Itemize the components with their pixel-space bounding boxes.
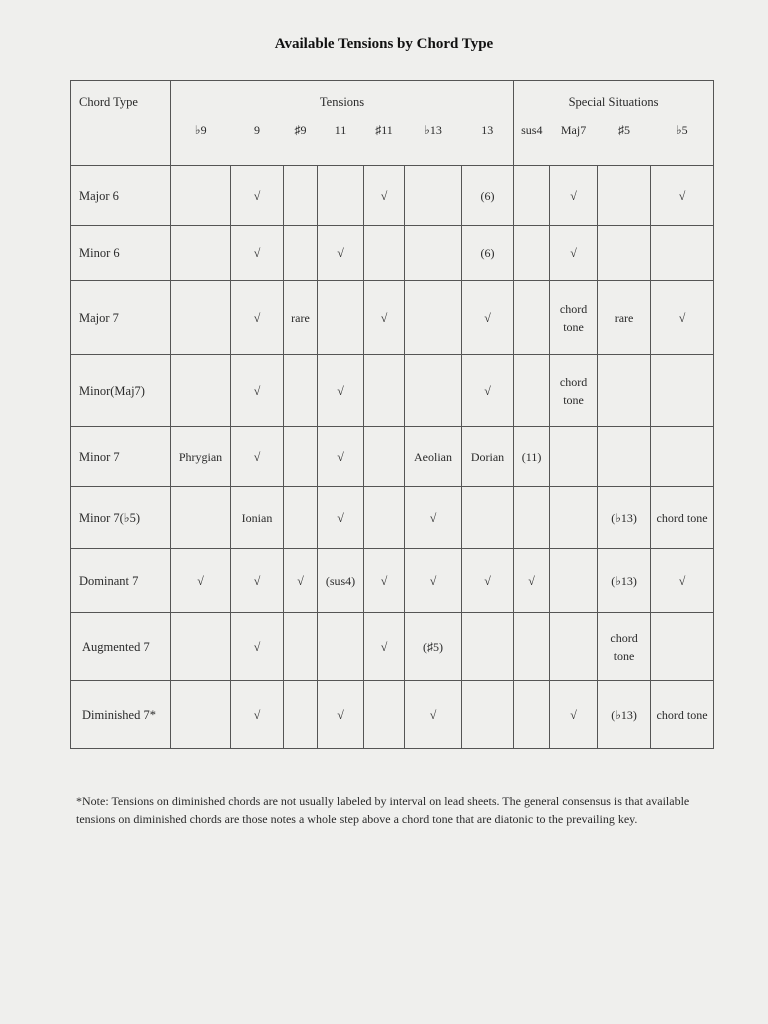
table-cell: (♭13) bbox=[598, 549, 651, 613]
row-label: Minor 7(♭5) bbox=[71, 487, 171, 549]
table-cell: √ bbox=[651, 281, 714, 355]
table-cell: Dorian bbox=[462, 427, 514, 487]
table-cell bbox=[550, 487, 598, 549]
table-cell: chord tone bbox=[598, 613, 651, 681]
column-header: sus4 bbox=[514, 115, 550, 166]
table-cell: √ bbox=[284, 549, 318, 613]
table-cell: (11) bbox=[514, 427, 550, 487]
table-cell: √ bbox=[364, 166, 405, 226]
column-header: 9 bbox=[231, 115, 284, 166]
table-row bbox=[71, 355, 714, 427]
table-cell bbox=[514, 487, 550, 549]
table-cell: Phrygian bbox=[171, 427, 231, 487]
table-cell: √ bbox=[550, 226, 598, 281]
table-cell: √ bbox=[405, 487, 462, 549]
table-cell: √ bbox=[462, 355, 514, 427]
table-cell bbox=[514, 226, 550, 281]
table-cell bbox=[462, 613, 514, 681]
table-cell: (♯5) bbox=[405, 613, 462, 681]
tensions-table bbox=[70, 80, 714, 749]
table-cell: √ bbox=[231, 281, 284, 355]
table-cell bbox=[462, 487, 514, 549]
table-cell bbox=[651, 226, 714, 281]
table-cell bbox=[284, 226, 318, 281]
table-cell bbox=[318, 613, 364, 681]
chord-type-header: Chord Type bbox=[71, 81, 171, 166]
table-cell: Aeolian bbox=[405, 427, 462, 487]
table-cell bbox=[318, 281, 364, 355]
table-cell bbox=[284, 427, 318, 487]
table-cell: √ bbox=[405, 681, 462, 749]
table-cell bbox=[171, 281, 231, 355]
table-cell bbox=[514, 681, 550, 749]
table-cell bbox=[514, 281, 550, 355]
table-cell bbox=[550, 427, 598, 487]
table-cell: √ bbox=[651, 549, 714, 613]
column-header: ♭13 bbox=[405, 115, 462, 166]
table-cell: (♭13) bbox=[598, 487, 651, 549]
table-cell bbox=[514, 613, 550, 681]
table-cell bbox=[651, 355, 714, 427]
header-group-row bbox=[71, 81, 714, 115]
table-cell: √ bbox=[231, 427, 284, 487]
table-cell bbox=[171, 166, 231, 226]
table-cell: √ bbox=[318, 355, 364, 427]
table-cell bbox=[284, 355, 318, 427]
table-row bbox=[71, 166, 714, 226]
table-cell bbox=[651, 427, 714, 487]
row-label: Minor 7 bbox=[71, 427, 171, 487]
table-cell: (6) bbox=[462, 226, 514, 281]
table-cell: √ bbox=[318, 226, 364, 281]
row-label: Minor 6 bbox=[71, 226, 171, 281]
table-cell bbox=[284, 166, 318, 226]
row-label: Major 6 bbox=[71, 166, 171, 226]
table-cell: √ bbox=[231, 681, 284, 749]
table-cell: chord tone bbox=[550, 281, 598, 355]
table-cell: Ionian bbox=[231, 487, 284, 549]
table-cell bbox=[171, 487, 231, 549]
table-cell bbox=[405, 355, 462, 427]
table-cell: rare bbox=[598, 281, 651, 355]
table-cell: √ bbox=[405, 549, 462, 613]
table-cell: √ bbox=[231, 613, 284, 681]
table-cell bbox=[514, 166, 550, 226]
column-header: 13 bbox=[462, 115, 514, 166]
tensions-header: Tensions bbox=[171, 81, 514, 115]
table-row bbox=[71, 613, 714, 681]
table-cell bbox=[598, 355, 651, 427]
table-cell: √ bbox=[462, 549, 514, 613]
row-label: Minor(Maj7) bbox=[71, 355, 171, 427]
table-cell: √ bbox=[171, 549, 231, 613]
table-cell: (6) bbox=[462, 166, 514, 226]
table-cell bbox=[284, 681, 318, 749]
footnote: *Note: Tensions on diminished chords are not usually labeled by interval on lead sheets. The general consensus is that available tensions on diminished chords are those notes a whole step above a chord tone that are diatonic to the prevailing key. bbox=[76, 794, 690, 826]
table-cell: √ bbox=[318, 681, 364, 749]
table-cell: √ bbox=[514, 549, 550, 613]
table-cell bbox=[171, 226, 231, 281]
table-cell bbox=[171, 355, 231, 427]
table-cell bbox=[550, 549, 598, 613]
table-cell: (♭13) bbox=[598, 681, 651, 749]
table-row bbox=[71, 549, 714, 613]
table-cell: √ bbox=[651, 166, 714, 226]
table-cell: √ bbox=[364, 549, 405, 613]
column-header: ♯11 bbox=[364, 115, 405, 166]
table-cell bbox=[171, 613, 231, 681]
column-header: Maj7 bbox=[550, 115, 598, 166]
table-cell: √ bbox=[318, 427, 364, 487]
table-cell bbox=[405, 281, 462, 355]
table-cell: √ bbox=[231, 226, 284, 281]
table-cell bbox=[462, 681, 514, 749]
table-cell bbox=[598, 427, 651, 487]
column-header: ♯9 bbox=[284, 115, 318, 166]
table-cell bbox=[550, 613, 598, 681]
table-cell: chord tone bbox=[651, 681, 714, 749]
special-situations-header: Special Situations bbox=[514, 81, 714, 115]
row-label: Augmented 7 bbox=[71, 613, 171, 681]
table-cell: √ bbox=[364, 281, 405, 355]
table-cell: √ bbox=[231, 549, 284, 613]
row-label: Major 7 bbox=[71, 281, 171, 355]
table-cell bbox=[364, 427, 405, 487]
table-cell bbox=[651, 613, 714, 681]
table-cell bbox=[171, 681, 231, 749]
table-cell bbox=[598, 166, 651, 226]
column-header: ♭5 bbox=[651, 115, 714, 166]
table-row bbox=[71, 681, 714, 749]
table-cell bbox=[598, 226, 651, 281]
table-row bbox=[71, 281, 714, 355]
table-cell: (sus4) bbox=[318, 549, 364, 613]
table-cell bbox=[364, 226, 405, 281]
table-cell bbox=[284, 487, 318, 549]
table-cell: √ bbox=[231, 355, 284, 427]
table-cell: √ bbox=[231, 166, 284, 226]
table-cell bbox=[364, 487, 405, 549]
table-cell bbox=[405, 226, 462, 281]
table-cell bbox=[284, 613, 318, 681]
table-cell: chord tone bbox=[651, 487, 714, 549]
table-row bbox=[71, 226, 714, 281]
table-cell: √ bbox=[318, 487, 364, 549]
column-header: 11 bbox=[318, 115, 364, 166]
table-cell: chord tone bbox=[550, 355, 598, 427]
table-cell bbox=[405, 166, 462, 226]
column-header: ♭9 bbox=[171, 115, 231, 166]
column-header: ♯5 bbox=[598, 115, 651, 166]
row-label: Dominant 7 bbox=[71, 549, 171, 613]
table-cell: √ bbox=[364, 613, 405, 681]
table-row bbox=[71, 487, 714, 549]
page-title: Available Tensions by Chord Type bbox=[274, 36, 494, 52]
table-cell: rare bbox=[284, 281, 318, 355]
table-cell bbox=[514, 355, 550, 427]
table-row bbox=[71, 427, 714, 487]
row-label: Diminished 7* bbox=[71, 681, 171, 749]
table-cell bbox=[364, 355, 405, 427]
table-cell bbox=[318, 166, 364, 226]
table-cell: √ bbox=[550, 681, 598, 749]
table-cell: √ bbox=[550, 166, 598, 226]
table-cell bbox=[364, 681, 405, 749]
table-cell: √ bbox=[462, 281, 514, 355]
